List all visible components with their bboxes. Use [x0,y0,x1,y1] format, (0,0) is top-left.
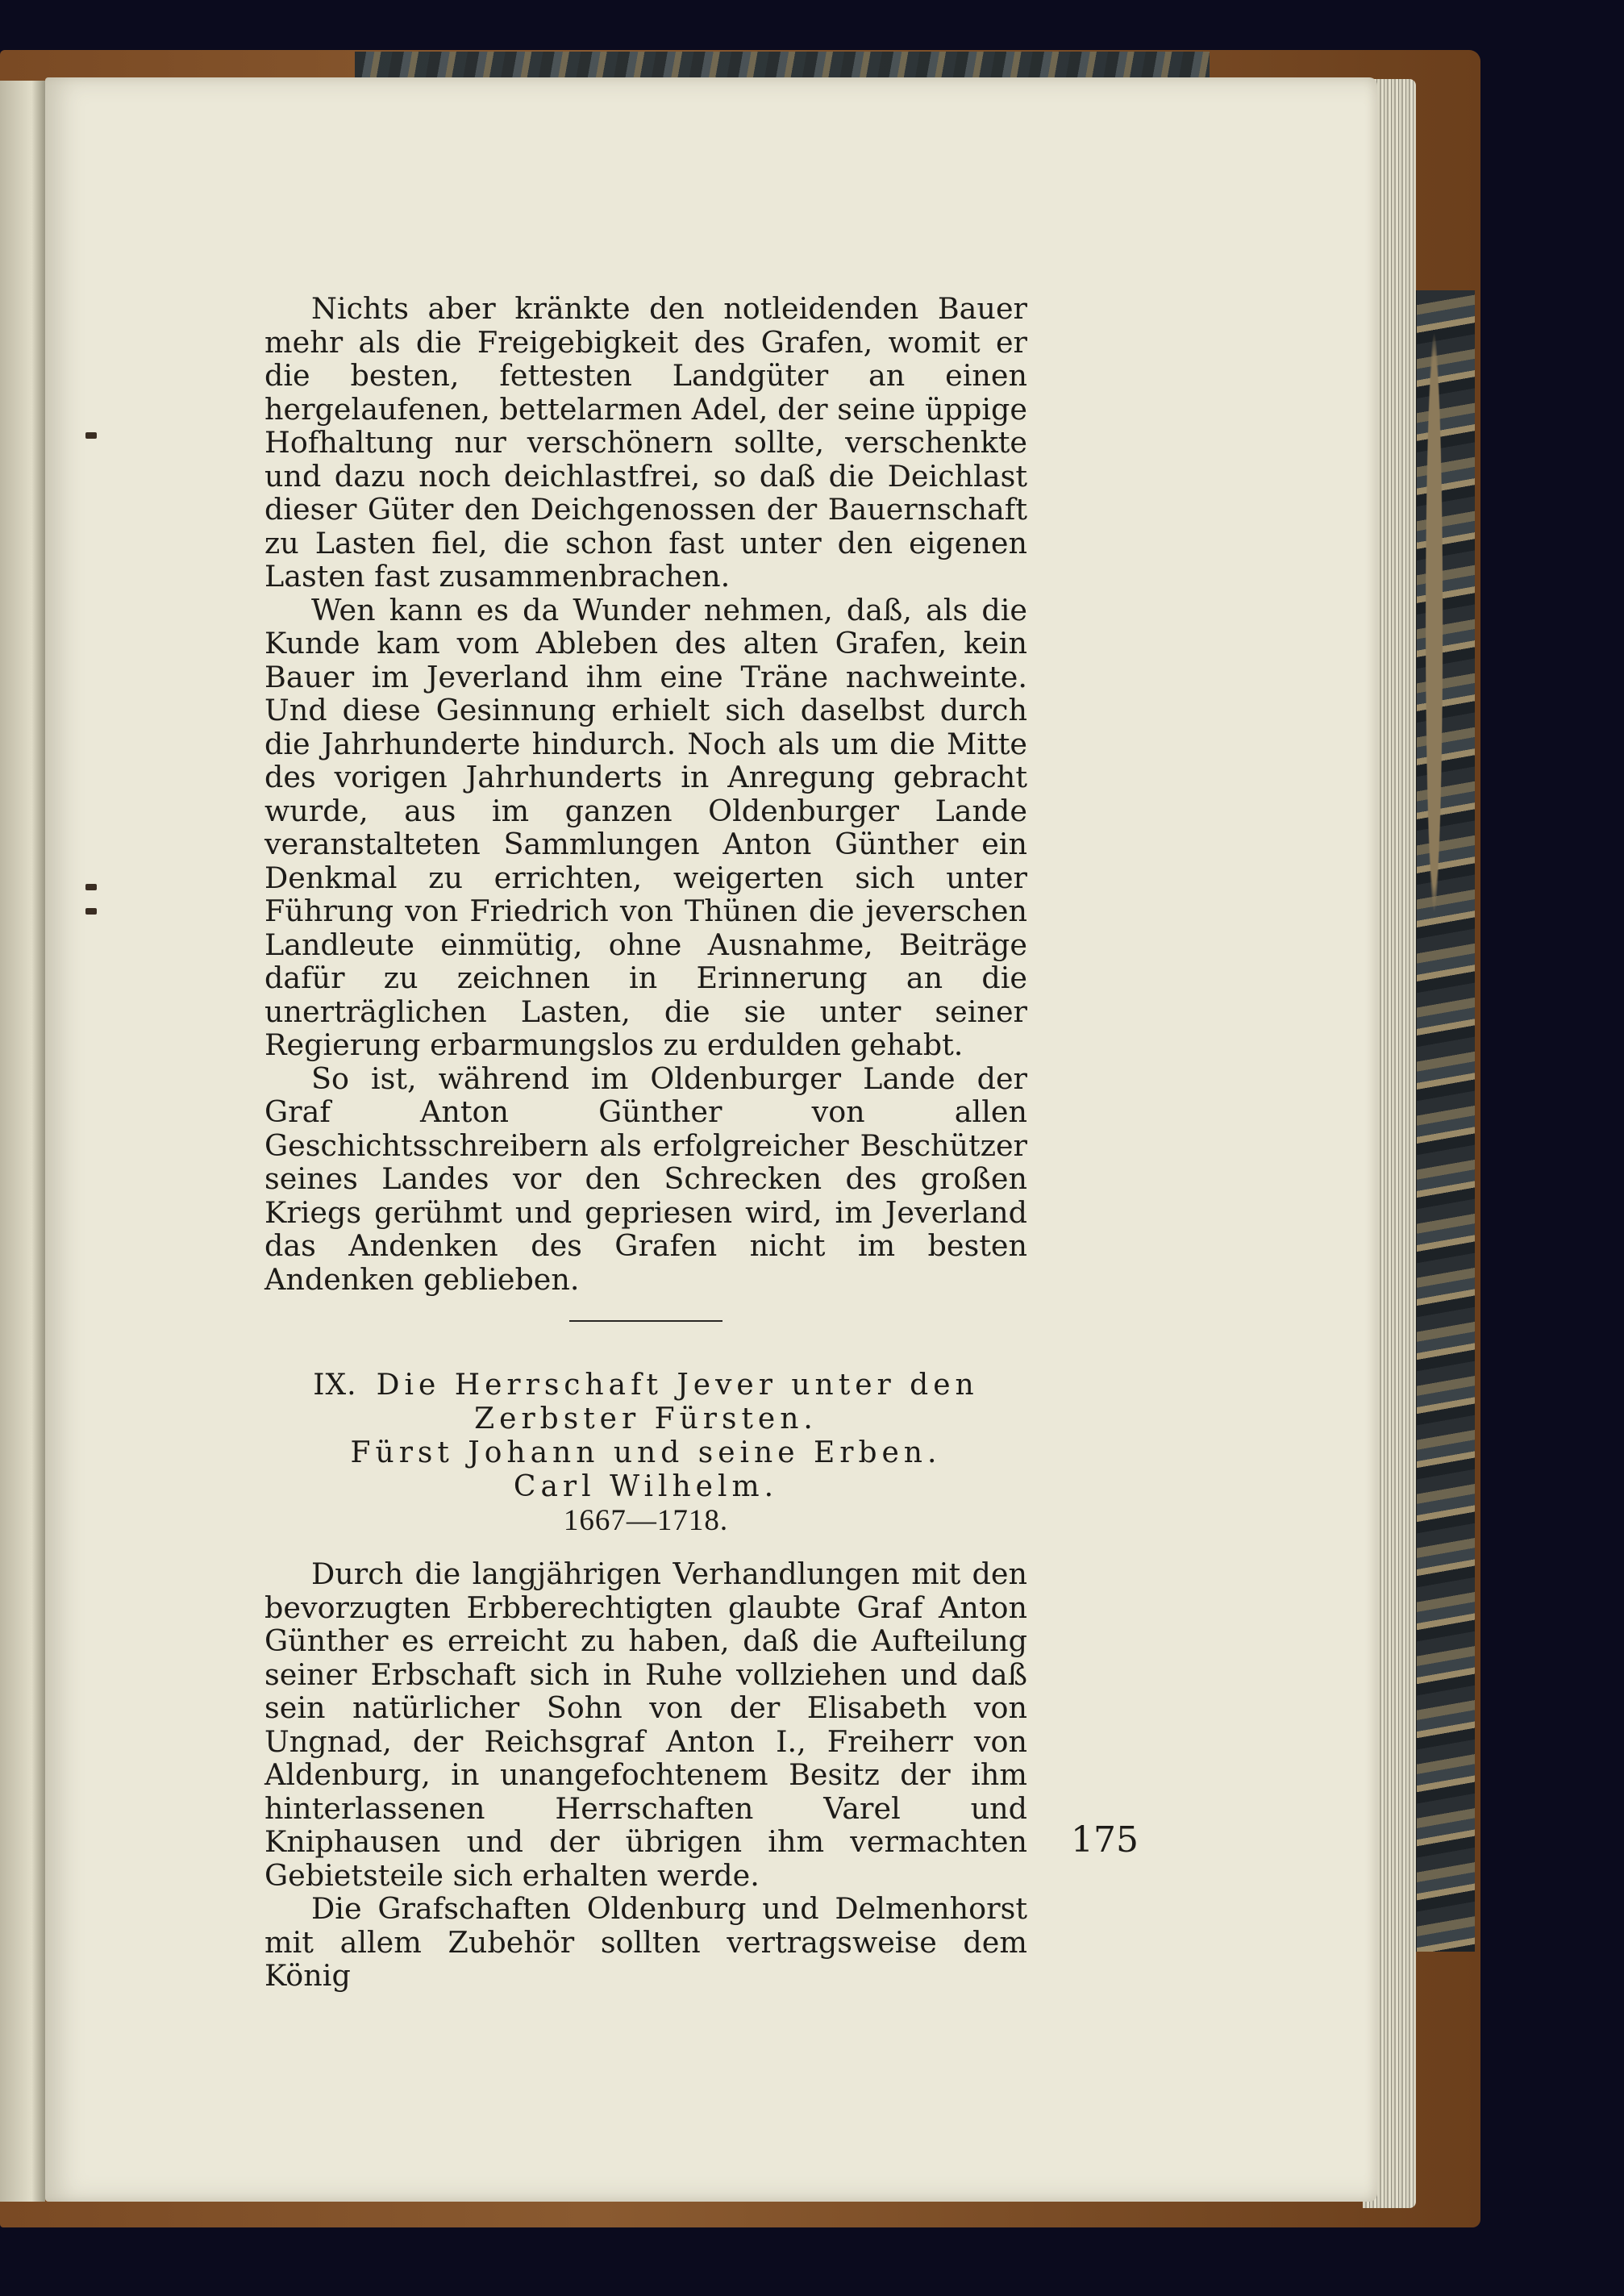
paragraph: So ist, während im Oldenburger Lande der Graf Anton Günther von allen Geschichtsschreibern als erfolgreicher Beschützer seines Landes vor den Schrecken des großen Kriegs gerühmt und gepriesen wird, im Jeverland das Andenken des Grafen nicht im besten Andenken geblieben. [264,1060,1027,1297]
paragraph: Wen kann es da Wunder nehmen, daß, als die Kunde kam vom Ableben des alten Grafen, kein Bauer im Jeverland ihm eine Träne nachweinte. Und diese Gesinnung erhielt sich daselbst durch die Jahrhunderte hindurch. Noch als um die Mitte des vorigen Jahrhunderts in Anregung gebracht wurde, aus im ganzen Oldenburger Lande veranstalteten Sammlungen Anton Günther ein Denkmal zu errichten, weigerten sich unter Führung von Friedrich von Thünen die jeverschen Landleute einmütig, ohne Ausnahme, Beiträge dafür zu zeichnen in Erinnerung an die unerträglichen Lasten, die sie unter seiner Regierung erbarmungslos zu erdulden gehabt. [264,592,1027,1062]
chapter-subtitle: Fürst Johann und seine Erben. [350,1436,942,1469]
paragraph: Nichts aber kränkte den notleidenden Bauer mehr als die Freigebigkeit des Grafen, womit er die besten, fettesten Landgüter an einen hergelaufenen, bettelarmen Adel, der seine üppige Hofhaltung nur verschönern sollte, verschenkte und dazu noch deichlastfrei, so daß die Deichlast dieser Güter den Deichgenossen der Bauernschaft zu Lasten fiel, die schon fast unter den eigenen Lasten fast zusammenbrachen. [264,291,1027,594]
cover-marble-edge-right [1415,290,1475,1952]
binding-thread-mark [85,432,97,439]
binding-thread-mark [85,884,97,890]
cover-marble-edge-top [355,52,1210,79]
chapter-ruler: Carl Wilhelm. [513,1470,779,1503]
chapter-heading [264,1369,1027,1538]
previous-page-edge [0,81,45,2202]
binding-thread-mark [85,908,97,915]
page-text [264,292,1027,1993]
page-number: 175 [1071,1819,1139,1861]
paragraph: Durch die langjährigen Verhandlungen mit den bevorzugten Erbberechtigten glaubte Graf Anton Günther es erreicht zu haben, daß die Aufteilung seiner Erbschaft sich in Ruhe vollziehen und daß sein natürlicher Sohn von der Elisabeth von Ungnad, der Reichsgraf Anton I., Freiherr von Aldenburg, in unangefochtenem Besitz der ihm hinterlassenen Herrschaften Varel und Kniphausen und der übrigen ihm vermachten Gebietsteile sich erhalten werde. [264,1556,1027,1893]
chapter-title-line1: Die Herrschaft Jever unter den [376,1369,979,1402]
chapter-number: IX. [313,1369,357,1402]
chapter-title-line2: Zerbster Fürsten. [474,1402,818,1436]
paragraph: Die Grafschaften Oldenburg und Delmenhorst mit allem Zubehör sollten vertragsweise dem König [264,1891,1027,1993]
section-divider [569,1320,722,1322]
chapter-years: 1667—1718. [563,1504,729,1537]
